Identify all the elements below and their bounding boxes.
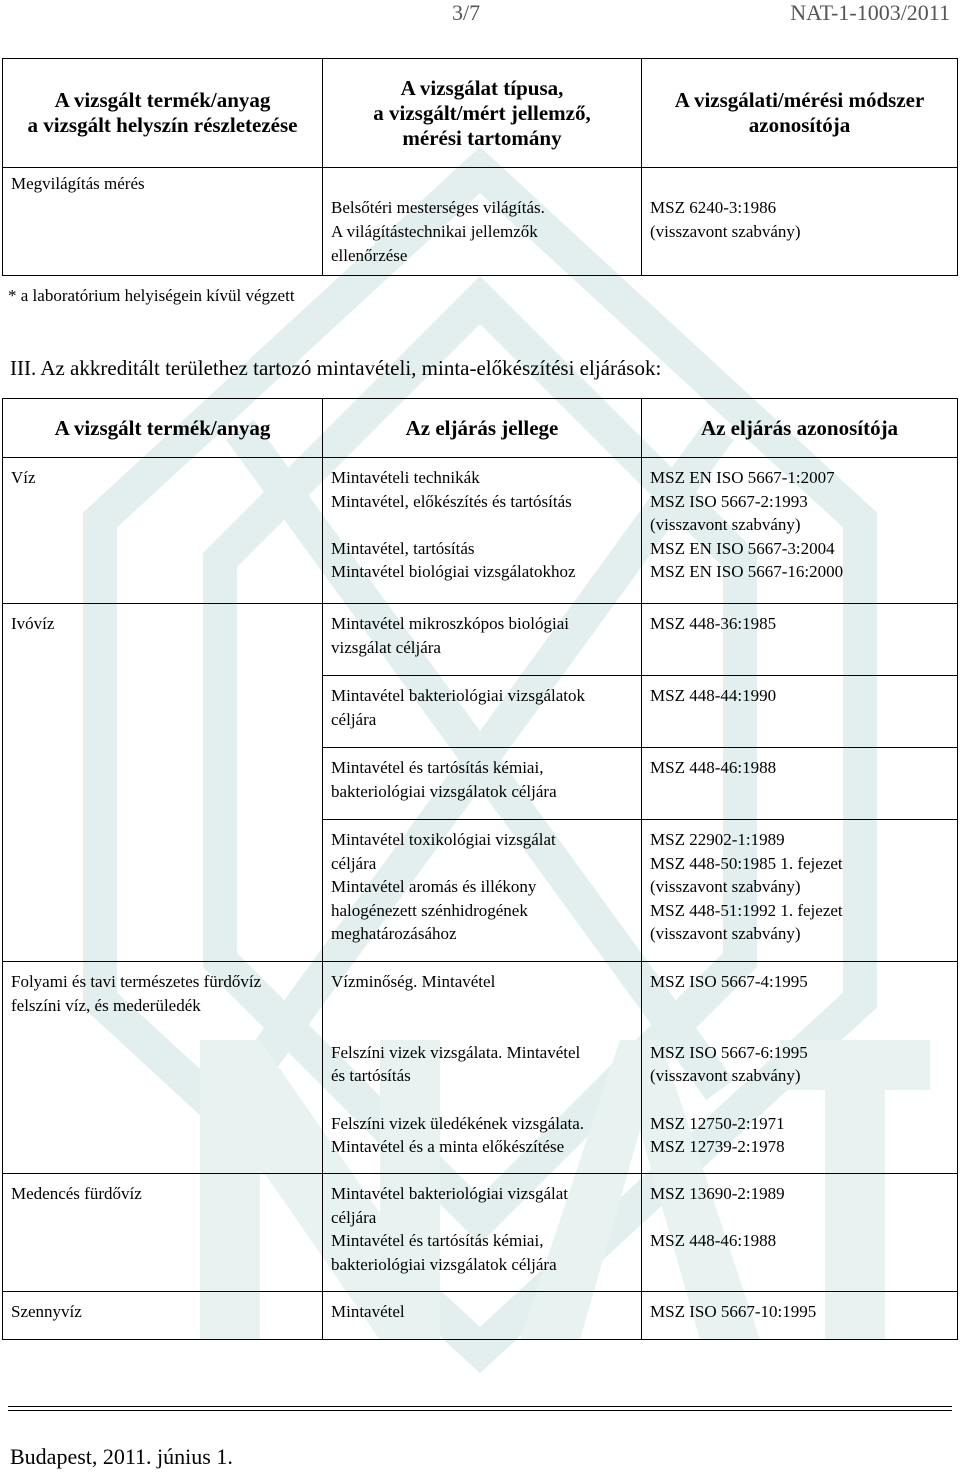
cell-text: MSZ 448-46:1988 [650,1231,777,1251]
spacer [331,513,633,537]
cell-procedure [323,748,642,820]
cell-text: Mintavétel bakteriológiai vizsgálat [331,1184,568,1203]
cell-text: bakteriológiai vizsgálatok céljára [331,1254,557,1274]
cell-text: céljára [331,709,377,729]
cell-text: céljára [331,853,377,873]
cell-text: MSZ ISO 5667-4:1995 [650,972,808,991]
cell-text: A világítástechnikai jellemzők [331,222,538,241]
cell-text: Mintavétel mikroszkópos biológiai [331,614,569,633]
test-methods-table [2,58,958,276]
header-line: mérési tartomány [402,125,562,150]
cell-identifier [642,1174,958,1292]
cell-text: (visszavont szabvány) [650,1066,801,1086]
cell-procedure [323,676,642,748]
cell-identifier [642,1292,958,1340]
cell-text: Mintavétel és tartósítás kémiai, [331,758,544,777]
cell-identifier [642,962,958,1033]
cell-text: (visszavont szabvány) [650,924,801,944]
cell-text: MSZ 12750-2:1971 [650,1113,785,1133]
procedures-table [2,398,958,1340]
table-header-row [3,399,958,458]
cell-text: MSZ 448-51:1992 1. fejezet [650,900,843,920]
header-line: A vizsgált termék/anyag [54,88,271,112]
table-row [3,1292,958,1340]
cell-text: (visszavont szabvány) [650,877,801,897]
cell-text: bakteriológiai vizsgálatok céljára [331,781,557,801]
cell-text: MSZ 13690-2:1989 [650,1184,785,1203]
cell-identifier [642,748,958,820]
cell-product [3,604,323,962]
cell-text: Mintavételi technikák [331,468,480,487]
page-number: 3/7 [452,0,481,25]
cell-product [3,168,323,276]
cell-text: MSZ EN ISO 5667-1:2007 [650,468,835,487]
page-header [0,0,960,26]
cell-procedure [323,820,642,962]
column-header-method [642,59,958,168]
cell-procedure [323,1033,642,1104]
cell-text: Mintavétel biológiai vizsgálatokhoz [331,562,576,582]
table-row [3,604,958,676]
footer-place-date: Budapest, 2011. június 1. [10,1444,233,1469]
cell-identifier [642,458,958,604]
cell-identifier [642,820,958,962]
cell-text: Megvilágítás mérés [11,174,145,193]
cell-procedure [323,1292,642,1340]
table-row [3,168,958,276]
cell-text: MSZ 448-36:1985 [650,614,777,633]
cell-text: és tartósítás [331,1066,411,1086]
cell-text: MSZ ISO 5667-10:1995 [650,1302,817,1321]
cell-product [3,458,323,604]
table-row [3,1174,958,1292]
cell-text: meghatározásához [331,924,457,944]
cell-text: céljára [331,1207,377,1227]
cell-text: MSZ 12739-2:1978 [650,1137,785,1157]
document-id: NAT-1-1003/2011 [790,0,950,25]
cell-text: Mintavétel [331,1302,405,1321]
cell-text: Mintavétel toxikológiai vizsgálat [331,830,556,849]
cell-test-type [323,168,642,276]
cell-text: MSZ 6240-3:1986 [650,198,777,217]
cell-text: Mintavétel bakteriológiai vizsgálatok [331,686,585,705]
column-header-procedure: Az eljárás jellege [323,399,642,458]
cell-text: vizsgálat céljára [331,637,441,657]
cell-identifier [642,1104,958,1174]
cell-text: Mintavétel, tartósítás [331,538,475,558]
cell-text: MSZ 448-50:1985 1. fejezet [650,853,843,873]
table-header-row [3,59,958,168]
cell-text: Belsőtéri mesterséges világítás. [331,198,545,217]
table-row [3,458,958,604]
cell-identifier [642,676,958,748]
cell-text: Mintavétel és a minta előkészítése [331,1137,565,1157]
header-line: a vizsgált/mért jellemző, [373,100,591,125]
cell-procedure [323,1174,642,1292]
footer-divider [8,1410,952,1411]
cell-text: Mintavétel, előkészítés és tartósítás [331,491,572,511]
column-header-product [3,59,323,168]
cell-procedure [323,458,642,604]
cell-procedure [323,962,642,1033]
cell-text: Szennyvíz [11,1302,82,1321]
cell-product [3,1174,323,1292]
cell-identifier [642,604,958,676]
cell-text: MSZ EN ISO 5667-3:2004 [650,538,835,558]
footnote: * a laboratórium helyiségein kívül végzett [8,286,295,305]
cell-product [3,1292,323,1340]
cell-text: Ivóvíz [11,614,55,633]
column-header-identifier: Az eljárás azonosítója [642,399,958,458]
cell-text: Mintavétel és tartósítás kémiai, [331,1231,544,1251]
cell-text: Folyami és tavi természetes fürdővíz [11,972,262,991]
cell-text: MSZ 22902-1:1989 [650,830,785,849]
spacer [650,1206,949,1230]
cell-text: Mintavétel aromás és illékony [331,877,537,897]
column-header-product: A vizsgált termék/anyag [3,399,323,458]
header-line: A vizsgálat típusa, [400,75,564,100]
cell-text: felszíni víz, és mederüledék [11,995,201,1015]
section-title: III. Az akkreditált területhez tartozó mintavételi, minta-előkészítési eljárások: [10,356,662,380]
cell-text: MSZ ISO 5667-6:1995 [650,1042,808,1062]
header-line: azonosítója [748,113,851,137]
footer-divider [8,1406,952,1407]
cell-text: Vízminőség. Mintavétel [331,972,496,991]
cell-identifier [642,1033,958,1104]
cell-procedure [323,604,642,676]
header-line: A vizsgálati/mérési módszer [674,88,925,112]
cell-method [642,168,958,276]
cell-text: Víz [11,468,36,487]
cell-procedure [323,1104,642,1174]
table-row [3,962,958,1033]
cell-text: (visszavont szabvány) [650,222,801,241]
header-line: a vizsgált helyszín részletezése [27,113,298,137]
cell-text: (visszavont szabvány) [650,515,801,535]
cell-text: ellenőrzése [331,246,408,265]
cell-text: Felszíni vizek üledékének vizsgálata. [331,1113,585,1133]
cell-text: Medencés fürdővíz [11,1184,142,1203]
cell-text: halogénezett szénhidrogének [331,900,528,920]
cell-text: MSZ 448-46:1988 [650,758,777,777]
cell-text: Felszíni vizek vizsgálata. Mintavétel [331,1042,581,1062]
column-header-test-type [323,59,642,168]
cell-product [3,962,323,1174]
cell-text: MSZ 448-44:1990 [650,686,777,705]
cell-text: MSZ ISO 5667-2:1993 [650,491,808,511]
cell-text: MSZ EN ISO 5667-16:2000 [650,562,844,582]
